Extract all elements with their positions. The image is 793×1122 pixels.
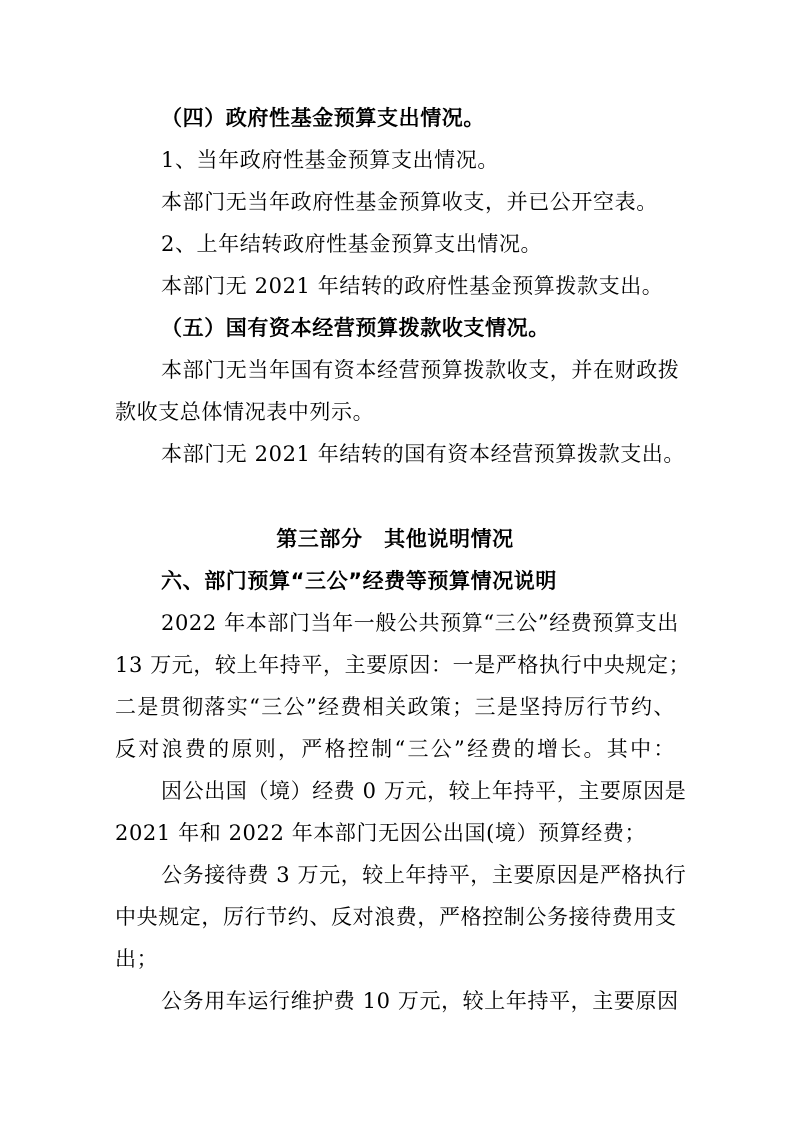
section-4-item-2-title: 2、上年结转政府性基金预算支出情况。 xyxy=(161,232,543,256)
part-3-title: 第三部分 其他说明情况 xyxy=(276,527,514,551)
para-2-line-2: 2021 年和 2022 年本部门无因公出国(境）预算经费； xyxy=(115,821,647,845)
para-1-line-2: 13 万元，较上年持平，主要原因：一是严格执行中央规定； xyxy=(115,653,691,677)
para-3-line-2: 中央规定，厉行节约、反对浪费，严格控制公务接待费用支 xyxy=(115,905,677,929)
para-1-line-4: 反对浪费的原则，严格控制“三公”经费的增长。其中： xyxy=(115,737,675,761)
section-4-item-1-title: 1、当年政府性基金预算支出情况。 xyxy=(161,148,499,172)
section-6-heading: 六、部门预算“三公”经费等预算情况说明 xyxy=(161,569,558,593)
section-4-item-1-body: 本部门无当年政府性基金预算收支，并已公开空表。 xyxy=(161,190,658,214)
para-4-line-1: 公务用车运行维护费 10 万元，较上年持平，主要原因 xyxy=(161,989,679,1013)
para-3-line-3: 出； xyxy=(115,947,159,971)
section-4-heading: （四）政府性基金预算支出情况。 xyxy=(161,106,485,130)
section-5-para-2: 本部门无 2021 年结转的国有资本经营预算拨款支出。 xyxy=(161,442,685,466)
para-3-line-1: 公务接待费 3 万元，较上年持平，主要原因是严格执行 xyxy=(161,863,687,887)
para-2-line-1: 因公出国（境）经费 0 万元，较上年持平，主要原因是 xyxy=(161,779,687,803)
section-5-para-1-line-1: 本部门无当年国有资本经营预算拨款收支，并在财政拨 xyxy=(161,358,680,382)
section-5-para-1-line-2: 款收支总体情况表中列示。 xyxy=(115,400,375,424)
para-1-line-3: 二是贯彻落实“三公”经费相关政策；三是坚持厉行节约、 xyxy=(115,695,675,719)
para-1-line-1: 2022 年本部门当年一般公共预算“三公”经费预算支出 xyxy=(161,611,679,635)
section-5-heading: （五）国有资本经营预算拨款收支情况。 xyxy=(161,316,550,340)
section-4-item-2-body: 本部门无 2021 年结转的政府性基金预算拨款支出。 xyxy=(161,274,664,298)
